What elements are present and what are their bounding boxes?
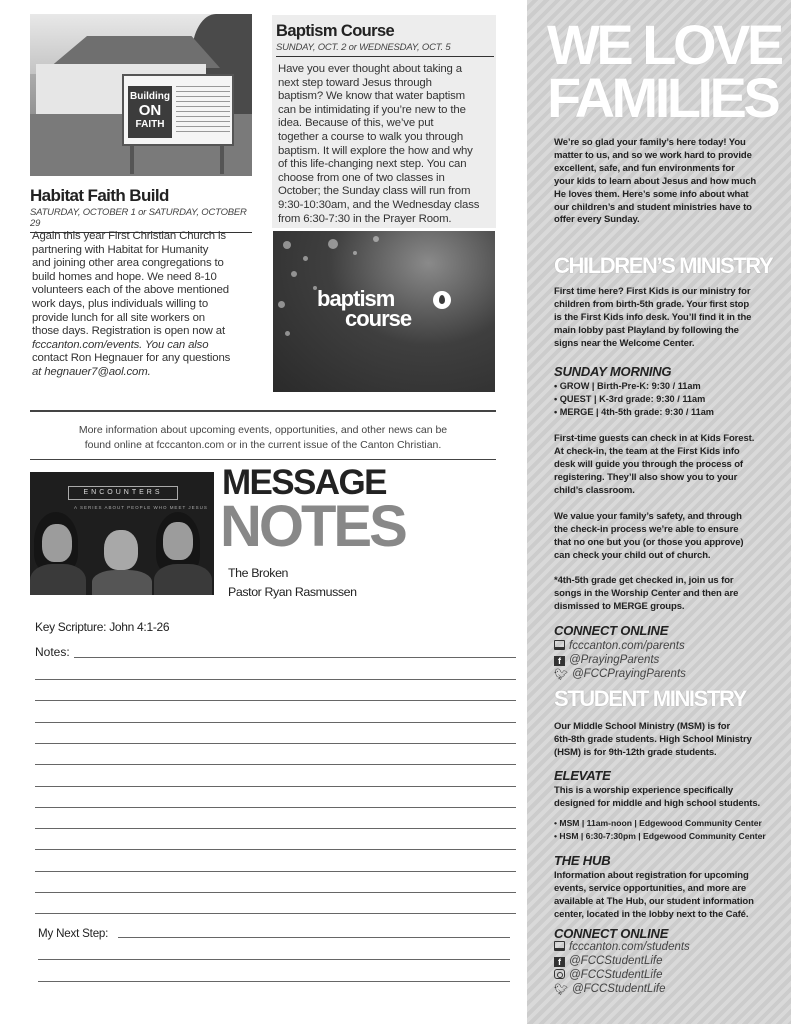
message-heading: MESSAGE <box>222 463 386 502</box>
safety-text: We value your family’s safety, and through the check-in process we’re able to ensure that no one but you (or those you approve) can check your child out of church. <box>554 511 744 561</box>
students-website-link[interactable]: fcccanton.com/students <box>554 940 690 954</box>
student-twitter-link[interactable]: 🐦︎ @FCCStudentLife <box>554 983 666 996</box>
notes-line <box>35 849 516 850</box>
list-item: • MERGE | 4th-5th grade: 9:30 / 11am <box>554 407 714 417</box>
habitat-date: SATURDAY, OCTOBER 1 or SATURDAY, OCTOBER 29 <box>30 207 252 233</box>
praying-parents-facebook-link[interactable]: f @PrayingParents <box>554 653 686 667</box>
student-facebook-link[interactable]: f @FCCStudentLife <box>554 954 690 968</box>
notes-line <box>35 722 516 723</box>
building-on-faith-sign <box>122 74 234 146</box>
sermon-title: The Broken <box>228 566 289 580</box>
list-item: • HSM | 6:30-7:30pm | Edgewood Community Center <box>554 831 766 841</box>
baptism-course-image <box>273 231 495 392</box>
the-hub-heading: THE HUB <box>554 853 611 868</box>
habitat-body: Again this year First Christian Church is partnering with Habitat for Humanity and joining other area congregations to build homes and hope. We need 8-10 volunteers each of the above mentioned work days, plus individuals willing to provide lunch for all site workers on those days. Registration is open now at fcccanton.com/events. You can also contact Ron Hegnauer for any questions at hegnauer7@aol.com. <box>32 230 254 380</box>
student-ministry-heading: STUDENT MINISTRY <box>554 686 746 711</box>
next-step-line <box>38 981 510 982</box>
we-love-families-heading: WE LOVE FAMILIES <box>547 13 781 129</box>
sunday-morning-heading: SUNDAY MORNING <box>554 364 672 379</box>
list-item: • GROW | Birth-Pre-K: 9:30 / 11am <box>554 381 701 391</box>
checkin-text: First-time guests can check in at Kids Forest. At check-in, the team at the First Kids info desk will guide you through the process of registering. They’ll also show you to your child’s classroom. <box>554 433 755 496</box>
building-on-faith-logo: Building ON FAITH <box>128 86 172 138</box>
notes-line <box>35 764 516 765</box>
student-intro: Our Middle School Ministry (MSM) is for 6th-8th grade students. High School Ministry (HSM) is for 9th-12th grade students. <box>554 721 752 758</box>
monitor-icon <box>554 640 565 650</box>
pastor-name: Pastor Ryan Rasmussen <box>228 585 357 599</box>
student-instagram-link[interactable]: @FCCStudentLife <box>554 968 690 982</box>
parents-website-link[interactable]: fcccanton.com/parents <box>554 639 686 653</box>
encounters-series-image <box>30 472 214 595</box>
baptism-course-logo: baptism course <box>317 286 412 331</box>
childrens-ministry-heading: CHILDREN’S MINISTRY <box>554 253 773 278</box>
notes-line <box>35 913 516 914</box>
series-subtitle: A SERIES ABOUT PEOPLE WHO MEET JESUS <box>74 505 208 510</box>
twitter-icon: 🐦︎ <box>554 669 568 681</box>
notes-line <box>35 786 516 787</box>
series-title: ENCOUNTERS <box>68 486 178 500</box>
families-intro: We’re so glad your family’s here today! You matter to us, and so we work hard to provide excellent, safe, and fun environments for your kids to learn about Jesus and how much He loves them. Here’s some info about what our children’s and student ministries have to offer every Sunday. <box>554 137 757 226</box>
list-item: • QUEST | K-3rd grade: 9:30 / 11am <box>554 394 706 404</box>
baptism-date: SUNDAY, OCT. 2 or WEDNESDAY, OCT. 5 <box>276 42 494 57</box>
list-item: • MSM | 11am-noon | Edgewood Community Center <box>554 818 762 828</box>
email-link[interactable]: at hegnauer7@aol.com. <box>32 365 151 378</box>
key-scripture: Key Scripture: John 4:1-26 <box>35 620 170 634</box>
divider <box>30 459 496 460</box>
habitat-photo <box>30 14 252 176</box>
elevate-heading: ELEVATE <box>554 768 611 783</box>
facebook-icon: f <box>554 656 565 666</box>
student-connect-heading: CONNECT ONLINE <box>554 926 669 941</box>
elevate-schedule-list <box>554 817 766 843</box>
next-step-line <box>38 959 510 960</box>
more-info-text: More information about upcoming events, opportunities, and other news can be found online at fcccanton.com or in the current issue of the Canton Christian. <box>78 424 448 451</box>
student-links <box>554 940 690 996</box>
baptism-title: Baptism Course <box>276 22 395 40</box>
notes-line <box>35 828 516 829</box>
children-connect-heading: CONNECT ONLINE <box>554 623 669 638</box>
notes-line <box>35 700 516 701</box>
divider <box>30 410 496 412</box>
next-step-label: My Next Step: <box>38 927 109 940</box>
elevate-text: This is a worship experience specifically designed for middle and high school students. <box>554 785 761 809</box>
notes-line <box>74 657 516 658</box>
next-step-line <box>118 937 510 938</box>
twitter-icon: 🐦︎ <box>554 984 568 996</box>
habitat-title: Habitat Faith Build <box>30 186 169 205</box>
notes-heading: NOTES <box>220 494 405 559</box>
monitor-icon <box>554 941 565 951</box>
merge-note: *4th-5th grade get checked in, join us for songs in the Worship Center and then are dismissed to MERGE groups. <box>554 575 739 612</box>
the-hub-text: Information about registration for upcoming events, service opportunities, and more are available at The Hub, our student information center, located in the lobby next to the Café. <box>554 870 754 920</box>
sunday-schedule-list <box>554 380 714 419</box>
notes-line <box>35 871 516 872</box>
instagram-icon <box>554 969 565 979</box>
baptism-body: Have you ever thought about taking a next step toward Jesus through baptism? We know that water baptism can be intimidating if you’re new to the idea. Because of this, we’ve put together a course to walk you through baptism. It will explore the how and why of this life-changing next step. You can choose from one of two classes in October; the Sunday class will run from 9:30-10:30am, and the Wednesday class from 6:30-7:30 in the Prayer Room. <box>278 63 480 225</box>
facebook-icon: f <box>554 957 565 967</box>
water-drop-icon <box>433 291 451 309</box>
notes-line <box>35 892 516 893</box>
notes-line <box>35 743 516 744</box>
notes-label: Notes: <box>35 645 70 659</box>
childrens-intro: First time here? First Kids is our ministry for children from birth-5th grade. Your first stop is the First Kids info desk. You’ll find it in the main lobby past Playland by following the signs near the Welcome Center. <box>554 286 752 349</box>
notes-line <box>35 679 516 680</box>
children-links <box>554 639 686 681</box>
notes-line <box>35 807 516 808</box>
events-link[interactable]: fcccanton.com/events. You can also <box>32 338 209 351</box>
praying-parents-twitter-link[interactable]: 🐦︎ @FCCPrayingParents <box>554 668 686 681</box>
